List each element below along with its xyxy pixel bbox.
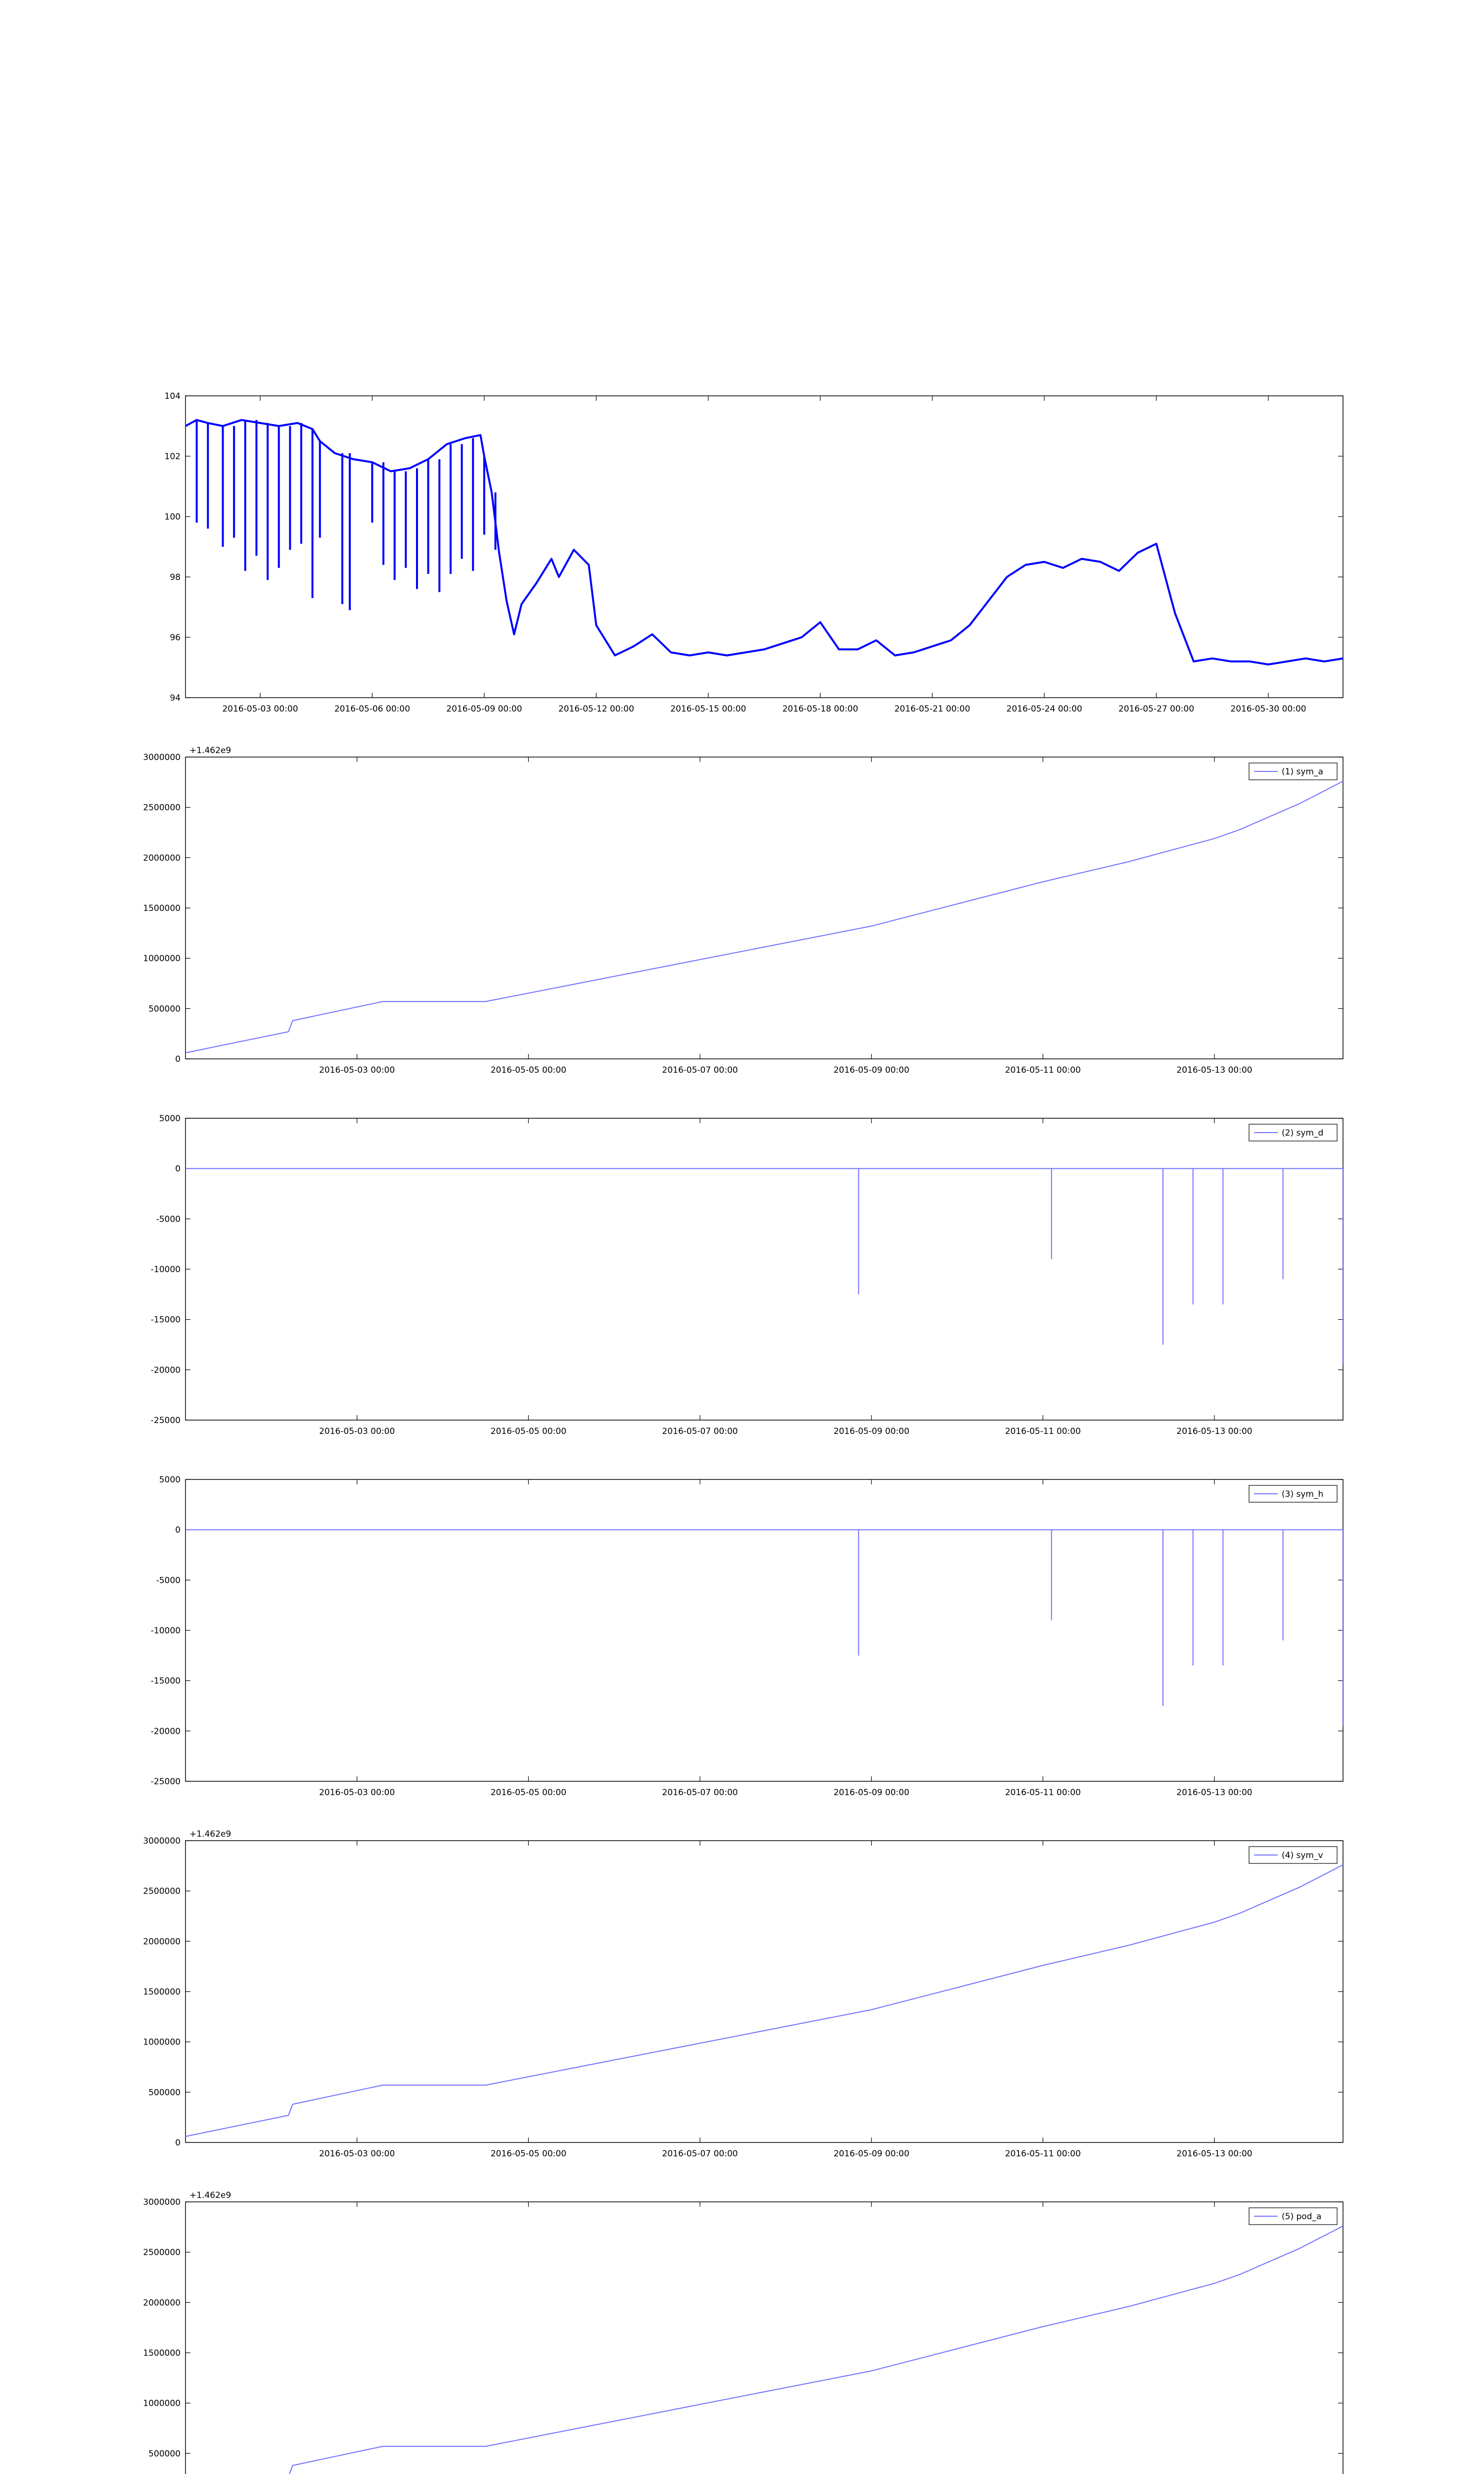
x-tick-label: 2016-05-15 00:00 bbox=[670, 704, 746, 714]
y-tick-label: -10000 bbox=[150, 1265, 181, 1275]
x-tick-label: 2016-05-11 00:00 bbox=[1005, 1788, 1081, 1798]
plot-frame bbox=[186, 1118, 1343, 1420]
axis-offset-label: +1.462e9 bbox=[189, 1829, 232, 1839]
legend bbox=[1249, 1847, 1337, 1863]
y-tick-label: 3000000 bbox=[143, 753, 181, 762]
plot-area bbox=[186, 1530, 1360, 1741]
axis-offset-label: +1.462e9 bbox=[189, 2190, 232, 2200]
y-tick-label: -20000 bbox=[150, 1365, 181, 1376]
x-tick-label: 2016-05-09 00:00 bbox=[834, 1427, 910, 1436]
x-tick-label: 2016-05-06 00:00 bbox=[334, 704, 411, 714]
x-tick-label: 2016-05-12 00:00 bbox=[558, 704, 634, 714]
x-tick-label: 2016-05-03 00:00 bbox=[319, 2149, 395, 2159]
x-tick-label: 2016-05-11 00:00 bbox=[1005, 2149, 1081, 2159]
legend bbox=[1249, 1485, 1337, 1502]
x-tick-label: 2016-05-05 00:00 bbox=[490, 1788, 566, 1798]
y-tick-label: 0 bbox=[175, 1054, 181, 1064]
legend-label: (2) sym_d bbox=[1282, 1128, 1324, 1138]
x-tick-label: 2016-05-07 00:00 bbox=[662, 1427, 738, 1436]
chart-panel-sym_a bbox=[143, 746, 1343, 1075]
y-tick-label: 3000000 bbox=[143, 2197, 181, 2207]
series-line bbox=[186, 1865, 1343, 2137]
y-tick-label: 1000000 bbox=[143, 2398, 181, 2409]
x-tick-label: 2016-05-09 00:00 bbox=[834, 1065, 910, 1075]
y-tick-label: 2000000 bbox=[143, 853, 181, 863]
legend bbox=[1249, 1124, 1337, 1141]
x-tick-label: 2016-05-07 00:00 bbox=[662, 1065, 738, 1075]
x-tick-label: 2016-05-18 00:00 bbox=[782, 704, 858, 714]
y-tick-label: 2000000 bbox=[143, 2298, 181, 2308]
x-tick-label: 2016-05-07 00:00 bbox=[662, 1788, 738, 1798]
x-tick-label: 2016-05-05 00:00 bbox=[490, 1427, 566, 1436]
x-tick-label: 2016-05-30 00:00 bbox=[1230, 704, 1306, 714]
x-tick-label: 2016-05-13 00:00 bbox=[1176, 1427, 1252, 1436]
plot-area bbox=[186, 1865, 1343, 2137]
y-tick-label: 0 bbox=[175, 1525, 181, 1535]
plot-area bbox=[186, 781, 1343, 1053]
chart-panel-sym_v bbox=[143, 1829, 1343, 2159]
x-tick-label: 2016-05-05 00:00 bbox=[490, 1065, 566, 1075]
x-tick-label: 2016-05-09 00:00 bbox=[446, 704, 522, 714]
y-tick-label: 1500000 bbox=[143, 1987, 181, 1997]
y-tick-label: -20000 bbox=[150, 1726, 181, 1737]
chart-panel-price bbox=[165, 391, 1343, 714]
y-tick-label: 1000000 bbox=[143, 953, 181, 964]
x-tick-label: 2016-05-11 00:00 bbox=[1005, 1065, 1081, 1075]
plot-frame bbox=[186, 396, 1343, 698]
y-tick-label: 5000 bbox=[159, 1114, 181, 1124]
plot-frame bbox=[186, 1479, 1343, 1781]
chart-panel-pod_a bbox=[143, 2190, 1343, 2474]
y-tick-label: 0 bbox=[175, 2138, 181, 2148]
y-tick-label: 0 bbox=[175, 1164, 181, 1174]
y-tick-label: 500000 bbox=[148, 2088, 181, 2098]
x-tick-label: 2016-05-11 00:00 bbox=[1005, 1427, 1081, 1436]
y-tick-label: 94 bbox=[170, 693, 181, 703]
y-tick-label: 2500000 bbox=[143, 803, 181, 813]
y-tick-label: -10000 bbox=[150, 1626, 181, 1636]
x-tick-label: 2016-05-03 00:00 bbox=[319, 1427, 395, 1436]
y-tick-label: 500000 bbox=[148, 2449, 181, 2459]
x-tick-label: 2016-05-05 00:00 bbox=[490, 2149, 566, 2159]
chart-panel-sym_d bbox=[151, 1114, 1360, 1436]
y-tick-label: 2500000 bbox=[143, 2247, 181, 2258]
x-tick-label: 2016-05-07 00:00 bbox=[662, 2149, 738, 2159]
y-tick-label: -15000 bbox=[150, 1315, 181, 1325]
y-tick-label: 2500000 bbox=[143, 1886, 181, 1897]
y-tick-label: 100 bbox=[164, 512, 181, 522]
legend-label: (4) sym_v bbox=[1282, 1851, 1323, 1860]
y-tick-label: 104 bbox=[164, 391, 181, 401]
plot-frame bbox=[186, 757, 1343, 1059]
y-tick-label: -25000 bbox=[150, 1777, 181, 1787]
axis-offset-label: +1.462e9 bbox=[189, 746, 232, 756]
plot-area bbox=[186, 1169, 1360, 1380]
plot-frame bbox=[186, 1841, 1343, 2142]
y-tick-label: -25000 bbox=[150, 1416, 181, 1426]
series-line bbox=[186, 420, 1343, 665]
legend bbox=[1249, 763, 1337, 780]
series-line bbox=[186, 781, 1343, 1053]
y-tick-label: 1500000 bbox=[143, 2348, 181, 2358]
y-tick-label: 3000000 bbox=[143, 1836, 181, 1846]
x-tick-label: 2016-05-24 00:00 bbox=[1006, 704, 1082, 714]
legend bbox=[1249, 2208, 1337, 2225]
x-tick-label: 2016-05-09 00:00 bbox=[834, 1788, 910, 1798]
y-tick-label: -15000 bbox=[150, 1676, 181, 1686]
x-tick-label: 2016-05-13 00:00 bbox=[1176, 1788, 1252, 1798]
legend-label: (5) pod_a bbox=[1282, 2212, 1322, 2222]
y-tick-label: 2000000 bbox=[143, 1937, 181, 1947]
y-tick-label: 102 bbox=[164, 452, 181, 462]
chart-panel-sym_h bbox=[151, 1475, 1360, 1798]
x-tick-label: 2016-05-03 00:00 bbox=[319, 1065, 395, 1075]
plot-frame bbox=[186, 2202, 1343, 2474]
y-tick-label: 1500000 bbox=[143, 904, 181, 913]
y-tick-label: 96 bbox=[170, 633, 181, 643]
y-tick-label: -5000 bbox=[156, 1214, 181, 1225]
x-tick-label: 2016-05-21 00:00 bbox=[894, 704, 971, 714]
x-tick-label: 2016-05-27 00:00 bbox=[1118, 704, 1195, 714]
x-tick-label: 2016-05-03 00:00 bbox=[319, 1788, 395, 1798]
legend-label: (3) sym_h bbox=[1282, 1489, 1324, 1499]
series-line bbox=[186, 2226, 1343, 2474]
y-tick-label: 500000 bbox=[148, 1004, 181, 1014]
plot-area bbox=[186, 420, 1343, 665]
y-tick-label: 5000 bbox=[159, 1475, 181, 1485]
legend-label: (1) sym_a bbox=[1282, 767, 1323, 777]
x-tick-label: 2016-05-13 00:00 bbox=[1176, 2149, 1252, 2159]
y-tick-label: -5000 bbox=[156, 1575, 181, 1586]
plot-area bbox=[186, 2226, 1343, 2474]
x-tick-label: 2016-05-03 00:00 bbox=[222, 704, 298, 714]
x-tick-label: 2016-05-13 00:00 bbox=[1176, 1065, 1252, 1075]
x-tick-label: 2016-05-09 00:00 bbox=[834, 2149, 910, 2159]
y-tick-label: 98 bbox=[170, 572, 181, 582]
y-tick-label: 1000000 bbox=[143, 2037, 181, 2047]
